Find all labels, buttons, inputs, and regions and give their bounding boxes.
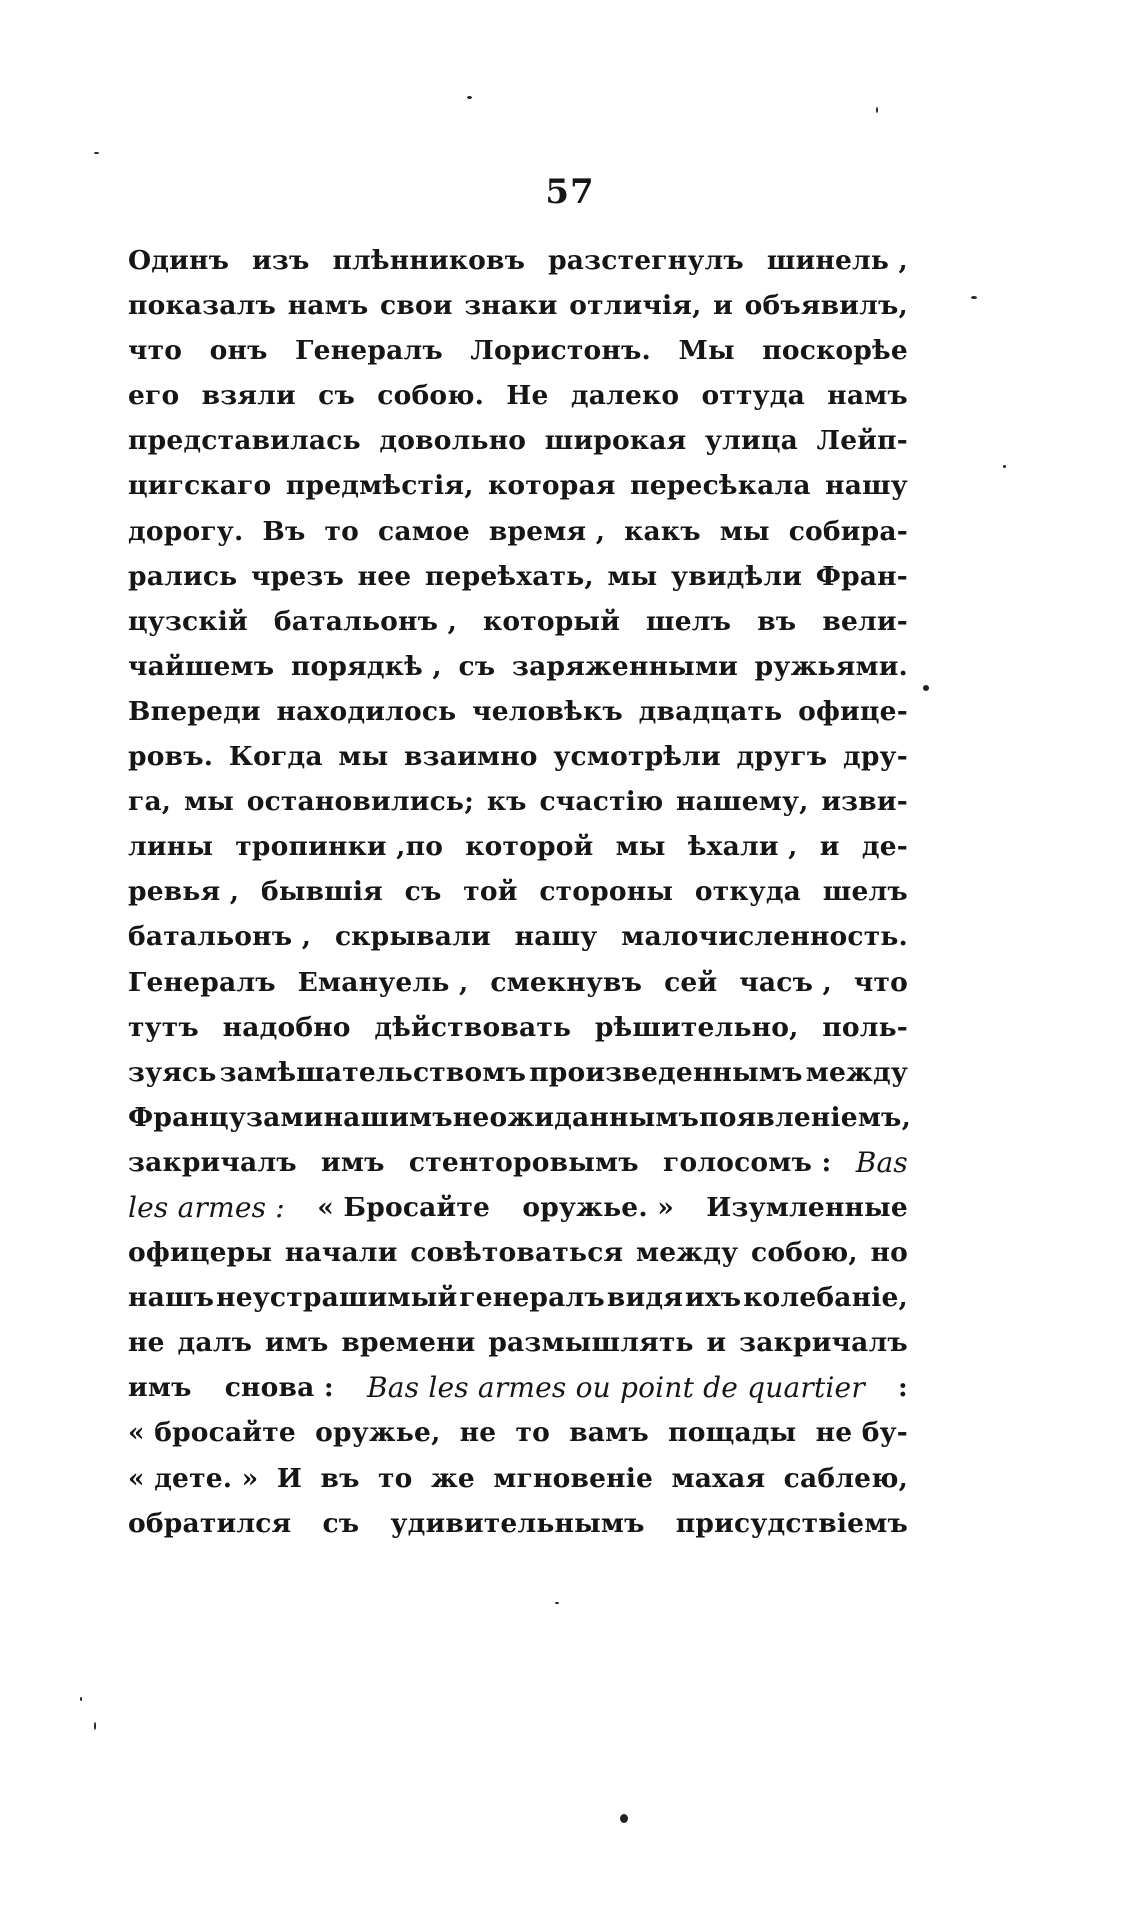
text-line — [128, 1185, 908, 1230]
word: ружьями. — [754, 650, 908, 682]
word: и — [713, 290, 733, 322]
word: находилось — [276, 695, 457, 727]
body-text — [128, 238, 911, 1546]
word: оружье, — [315, 1417, 441, 1449]
text-line — [128, 1501, 908, 1546]
word: надобно — [222, 1011, 351, 1043]
word: стенторовымъ — [408, 1146, 639, 1178]
text-line — [128, 1410, 908, 1455]
word: онъ — [209, 335, 268, 367]
word: часъ , — [739, 966, 832, 998]
text-line — [128, 914, 908, 959]
text-line — [128, 779, 908, 824]
word: съ — [318, 380, 355, 412]
word: оттуда — [701, 380, 805, 412]
word: скрывали — [334, 921, 491, 953]
word: представилась — [128, 425, 361, 457]
word: вамъ — [569, 1417, 649, 1449]
word: время , — [488, 515, 606, 547]
word: что — [128, 335, 183, 367]
word: присудствіемъ — [675, 1507, 908, 1539]
word: начали — [284, 1237, 398, 1269]
word: но — [870, 1237, 908, 1269]
word: совѣтоваться — [410, 1237, 624, 1269]
word: что — [853, 966, 908, 998]
word: съ — [458, 650, 496, 682]
word: между — [805, 1056, 908, 1088]
word: « бросайте — [128, 1417, 296, 1449]
text-line — [128, 1456, 908, 1501]
scan-speck — [467, 96, 472, 99]
word: Въ — [262, 515, 306, 547]
word: Лейп- — [816, 425, 908, 457]
word: нашимъ — [323, 1101, 453, 1133]
word: де- — [861, 831, 908, 863]
word: далъ — [177, 1327, 253, 1359]
word: не — [128, 1327, 165, 1359]
word: той — [463, 876, 518, 908]
word: бывшія — [260, 876, 383, 908]
text-line — [128, 1275, 908, 1320]
word: то — [324, 515, 360, 547]
word: дѣйствовать — [374, 1011, 572, 1043]
text-line — [128, 1050, 908, 1095]
word: между — [636, 1237, 739, 1269]
word: Фран- — [815, 560, 908, 592]
scan-speck — [971, 296, 977, 299]
word: голосомъ : — [663, 1146, 832, 1178]
word: видя — [606, 1282, 683, 1314]
word: увидѣли — [671, 560, 803, 592]
page-number: 57 — [545, 172, 595, 212]
text-line — [128, 463, 908, 508]
word: же — [430, 1462, 475, 1494]
word: Генералъ — [295, 335, 443, 367]
word: малочисленность. — [621, 921, 908, 953]
text-line — [128, 824, 908, 869]
word: закричалъ — [739, 1327, 908, 1359]
text-line — [128, 238, 908, 283]
word: мы — [719, 515, 770, 547]
word: не бу- — [815, 1417, 908, 1449]
word: батальонъ , — [273, 605, 458, 637]
word: которой — [465, 831, 594, 863]
word: оружье. » — [522, 1191, 674, 1223]
word: который — [483, 605, 621, 637]
word: разстегнулъ — [548, 245, 744, 276]
scan-speck — [923, 685, 929, 691]
word: дорогу. — [128, 515, 244, 547]
word: съ — [322, 1507, 360, 1539]
word: Французами — [128, 1101, 324, 1133]
word: Лористонъ. — [470, 335, 651, 367]
text-line — [128, 1320, 908, 1365]
text-line — [128, 869, 908, 914]
word: имъ — [128, 1372, 192, 1404]
text-line — [128, 644, 908, 689]
word: далеко — [570, 380, 680, 412]
word: мы — [183, 786, 234, 818]
word: въ — [757, 605, 797, 637]
word: свои — [380, 290, 453, 322]
word: имъ — [321, 1146, 385, 1178]
word: « дете. » — [128, 1462, 259, 1494]
word: Генералъ — [128, 966, 276, 998]
text-line — [128, 599, 908, 644]
word: отличія, — [569, 290, 702, 322]
word: намъ — [827, 380, 908, 412]
word: « Бросайте — [317, 1191, 491, 1223]
scan-speck — [555, 1602, 559, 1604]
word: довольно — [379, 425, 527, 457]
word: пощады — [668, 1417, 797, 1449]
word: стороны — [539, 876, 674, 908]
word: его — [128, 380, 180, 412]
word: съ — [404, 876, 442, 908]
word: нашу — [514, 921, 598, 953]
text-line — [128, 554, 908, 599]
word: произведеннымъ — [529, 1056, 803, 1088]
text-line — [128, 328, 908, 373]
word: мы — [615, 831, 666, 863]
word: Мы — [678, 335, 735, 367]
scan-speck — [620, 1814, 628, 1823]
word: рѣшительно, — [594, 1011, 799, 1043]
word: ровъ. — [128, 741, 214, 773]
word: мгновеніе — [493, 1462, 654, 1494]
word: неустрашимый — [216, 1282, 458, 1314]
word: плѣнниковъ — [332, 245, 526, 276]
word: человѣкъ — [472, 695, 623, 727]
word: показалъ — [128, 290, 277, 322]
word: Изумленные — [706, 1191, 908, 1223]
word: замѣшательствомъ — [219, 1056, 527, 1088]
word: дру- — [842, 741, 908, 773]
word: появленіемъ, — [699, 1101, 911, 1133]
word: цигскаго — [128, 470, 272, 502]
word: не — [459, 1417, 497, 1449]
word: Не — [506, 380, 549, 412]
italic-word: Bas — [855, 1145, 908, 1179]
text-line — [128, 373, 908, 418]
word: шинель , — [766, 245, 908, 276]
word: которая — [488, 470, 616, 502]
word: генералъ — [459, 1282, 605, 1314]
word: саблею, — [783, 1462, 908, 1494]
word: намъ — [287, 290, 369, 322]
text-line — [128, 1230, 908, 1275]
scan-speck — [1003, 465, 1006, 468]
word: улица — [704, 425, 799, 457]
word: взаимно — [404, 741, 538, 773]
word: нашъ — [128, 1282, 215, 1314]
scan-speck — [94, 1722, 96, 1730]
word: шелъ — [822, 876, 908, 908]
word: ихъ — [684, 1282, 742, 1314]
word: Когда — [228, 741, 323, 773]
word: нее — [357, 560, 412, 592]
italic-word: Bas les armes ou point de quartier — [367, 1371, 865, 1405]
italic-word: les armes : — [128, 1190, 285, 1224]
scan-speck — [94, 152, 99, 154]
word: изъ — [252, 245, 310, 276]
word: поскорѣе — [762, 335, 908, 367]
word: офице- — [798, 695, 908, 727]
scan-speck — [80, 1697, 82, 1701]
word: порядкѣ , — [290, 650, 442, 682]
word: : — [898, 1372, 908, 1404]
word: изви- — [821, 786, 908, 818]
text-line — [128, 509, 908, 554]
word: размышлять — [488, 1327, 694, 1359]
word: предмѣстія, — [285, 470, 474, 502]
word: остановились; — [246, 786, 475, 818]
word: времени — [341, 1327, 476, 1359]
word: собою, — [751, 1237, 858, 1269]
word: другъ — [736, 741, 828, 773]
word: взяли — [201, 380, 296, 412]
text-line — [128, 960, 908, 1005]
word: усмотрѣли — [553, 741, 721, 773]
text-line — [128, 734, 908, 779]
word: батальонъ , — [128, 921, 312, 953]
word: собира- — [788, 515, 908, 547]
word: нашу — [825, 470, 908, 502]
word: въ — [320, 1462, 360, 1494]
word: тутъ — [128, 1011, 199, 1043]
word: офицеры — [128, 1237, 273, 1269]
word: махая — [671, 1462, 766, 1494]
word: Одинъ — [128, 245, 230, 276]
word: двадцать — [638, 695, 783, 727]
word: цузскій — [128, 605, 248, 637]
word: то — [515, 1417, 551, 1449]
word: знаки — [464, 290, 558, 322]
word: И — [276, 1462, 303, 1494]
word: мы — [607, 560, 658, 592]
text-line — [128, 1095, 911, 1140]
word: нашему, — [676, 786, 809, 818]
word: чайшемъ — [128, 650, 275, 682]
word: снова : — [224, 1372, 334, 1404]
word: самое — [378, 515, 470, 547]
word: обратился — [128, 1507, 292, 1539]
word: имъ — [264, 1327, 329, 1359]
text-line — [128, 1365, 908, 1410]
word: собою. — [377, 380, 485, 412]
word: поль- — [822, 1011, 908, 1043]
word: мы — [338, 741, 389, 773]
word: тропинки ,по — [235, 831, 444, 863]
text-line — [128, 1005, 908, 1050]
word: переѣхать, — [424, 560, 594, 592]
word: то — [378, 1462, 413, 1494]
word: чрезъ — [250, 560, 345, 592]
word: откуда — [694, 876, 802, 908]
word: Емануель , — [297, 966, 469, 998]
word: зуясь — [128, 1056, 217, 1088]
word: какъ — [624, 515, 701, 547]
word: ѣхали , — [687, 831, 798, 863]
word: ревья , — [128, 876, 240, 908]
word: смекнувъ — [490, 966, 643, 998]
text-line — [128, 418, 908, 463]
word: Впереди — [128, 695, 261, 727]
word: рались — [128, 560, 238, 592]
word: удивительнымъ — [390, 1507, 645, 1539]
word: заряженными — [511, 650, 739, 682]
text-line — [128, 1140, 908, 1185]
word: счастію — [539, 786, 664, 818]
word: закричалъ — [128, 1146, 297, 1178]
word: сей — [664, 966, 718, 998]
word: га, — [128, 786, 172, 818]
word: къ — [486, 786, 527, 818]
word: и — [706, 1327, 727, 1359]
word: шелъ — [646, 605, 732, 637]
text-line — [128, 283, 908, 328]
word: широкая — [544, 425, 687, 457]
word: вели- — [822, 605, 908, 637]
text-line — [128, 689, 908, 734]
word: пересѣкала — [630, 470, 811, 502]
word: и — [819, 831, 840, 863]
word: неожиданнымъ — [452, 1101, 700, 1133]
word: объявилъ, — [744, 290, 908, 322]
scan-speck — [876, 107, 878, 113]
word: лины — [128, 831, 214, 863]
word: колебаніе, — [743, 1282, 908, 1314]
